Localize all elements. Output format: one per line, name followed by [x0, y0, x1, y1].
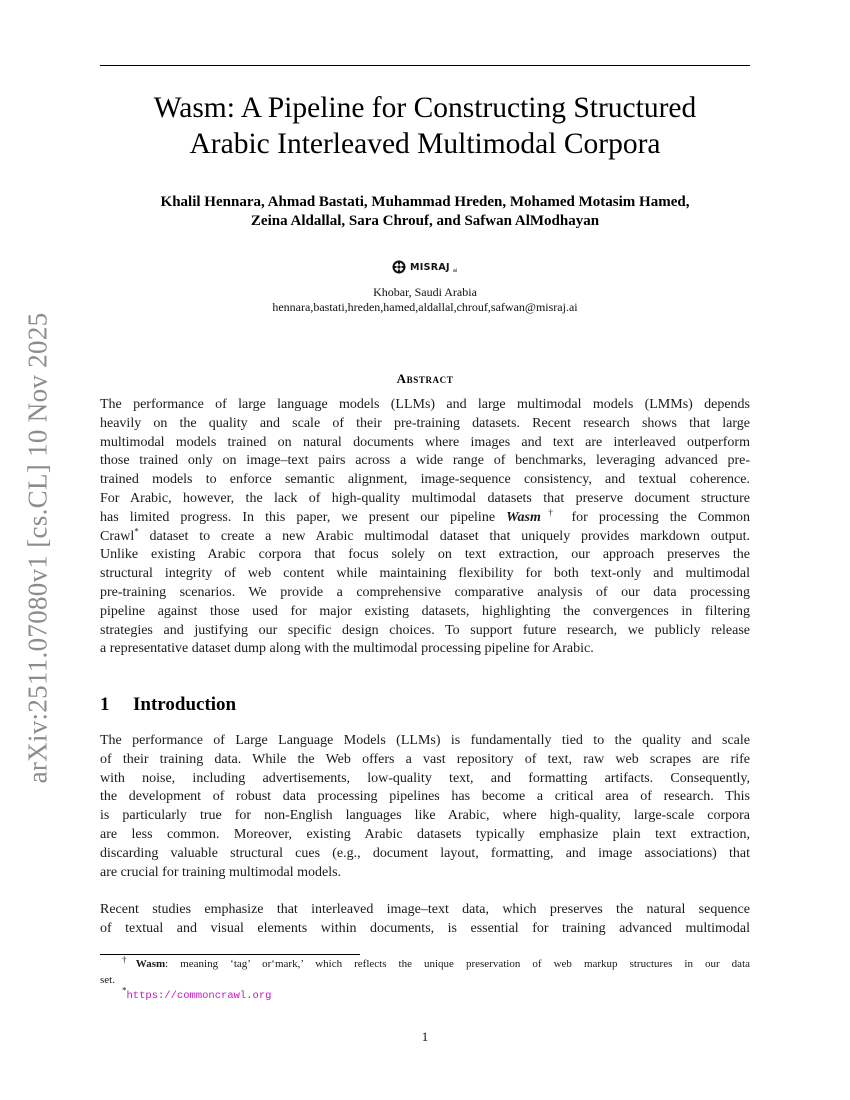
page-number: 1 — [421, 1029, 429, 1044]
commoncrawl-link[interactable]: https://commoncrawl.org — [126, 990, 272, 1002]
footnote-mark: † — [122, 954, 136, 965]
misraj-logo — [391, 258, 457, 276]
abstract-line — [100, 509, 750, 528]
abstract-text: has limited progress. In this paper, we present our pipeline — [100, 509, 507, 525]
logo-wordmark: MISRAJ — [410, 261, 450, 273]
abstract-text: dataset to create a new Arabic multimodal dataset that uniquely provides markdown output. — [138, 528, 750, 544]
intro-line: the development of robust data processing pipelines has become a critical area of research. This — [100, 789, 750, 805]
top-rule — [100, 65, 750, 66]
footnote-rule — [100, 954, 360, 955]
abstract-text: for processing the Common — [560, 509, 750, 525]
section-number: 1 — [100, 694, 110, 715]
wasm-name: Wasm — [506, 509, 541, 525]
intro-line: with noise, including advertisements, low-quality text, and formatting artifacts. Consequently, — [100, 770, 750, 786]
abstract-line: strategies and justifying our specific design choices. To support future research, we publicly release — [100, 622, 750, 638]
arxiv-identifier: arXiv:2511.07080v1 [cs.CL] 10 Nov 2025 — [22, 312, 53, 784]
footnote-text: : meaning ‘tag’ or‘mark,’ which reflects the unique preservation of web markup structures in our data — [165, 958, 751, 970]
author-emails[interactable]: hennara,bastati,hreden,hamed,aldallal,chrouf,safwan@misraj.ai — [272, 300, 578, 314]
footnote-wasm — [100, 954, 751, 988]
intro-line: are crucial for training multimodal models. — [100, 864, 342, 880]
section-title: Introduction — [133, 694, 237, 715]
abstract-line: heavily on the quality and scale of their pre-training datasets. Recent research shows that large — [100, 415, 750, 431]
abstract-line: a representative dataset dump along with the multimodal processing pipeline for Arabic. — [100, 641, 594, 657]
footnote-mark: * — [122, 985, 127, 996]
misraj-logo-icon — [391, 259, 407, 275]
footnote-line — [100, 954, 751, 973]
footnote-commoncrawl — [100, 985, 750, 1005]
abstract-line: multimodal models trained on natural documents where images and text are interleaved outperform — [100, 434, 750, 450]
abstract-line: structural integrity of web content while maintaining flexibility for both text-only and multimodal — [100, 566, 750, 582]
intro-line: Recent studies emphasize that interleaved image–text data, which preserves the natural sequence — [100, 902, 750, 917]
abstract-heading: Abstract — [396, 371, 454, 386]
abstract-line: those trained only on image–text pairs across a wide range of benchmarks, leveraging advanced pre- — [100, 453, 750, 469]
intro-line: is particularly true for non-English languages like Arabic, where high-quality, large-scale corpora — [100, 808, 750, 824]
abstract-line: pipeline against those used for major existing datasets, highlighting the convergences in filtering — [100, 603, 750, 619]
abstract-line: pre-training scenarios. We provide a comprehensive comparative analysis of our data processing — [100, 584, 750, 600]
author-line: Khalil Hennara, Ahmad Bastati, Muhammad Hreden, Mohamed Motasim Hamed, — [160, 194, 690, 210]
intro-paragraph-1 — [100, 732, 750, 882]
abstract-line: The performance of large language models (LLMs) and large multimodal models (LMMs) depends — [100, 397, 750, 412]
intro-line: of their training data. While the Web offers a vast repository of text, raw web scrapes are rife — [100, 751, 750, 767]
logo-suffix: ai — [452, 267, 458, 274]
abstract-body — [100, 396, 750, 659]
section-heading-introduction — [100, 694, 236, 716]
affiliation — [100, 285, 750, 315]
intro-line: are less common. Moreover, existing Arabic datasets typically emphasize plain text extraction, — [100, 826, 750, 842]
footnote-ref-dagger[interactable]: † — [540, 507, 561, 518]
intro-line: The performance of Large Language Models (LLMs) is fundamentally tied to the quality and scale — [100, 733, 750, 748]
footnotes — [100, 954, 751, 1005]
title-line: Arabic Interleaved Multimodal Corpora — [189, 128, 661, 160]
footnote-ref-star[interactable]: * — [134, 525, 139, 536]
abstract-line: trained models to enforce semantic alignment, image-sequence consistency, and textual coherence. — [100, 472, 750, 488]
abstract-line: For Arabic, however, the lack of high-quality multimodal datasets that preserve document structure — [100, 490, 750, 506]
footnote-line: set. — [100, 973, 115, 986]
abstract-text: Crawl — [100, 528, 135, 544]
intro-paragraph-2 — [100, 901, 750, 939]
author-list — [100, 193, 750, 231]
paper-title — [100, 90, 750, 162]
abstract-line: Unlike existing Arabic corpora that focus solely on text extraction, our approach preserves the — [100, 547, 750, 563]
footnote-term: Wasm — [135, 958, 166, 970]
title-line: Wasm: A Pipeline for Constructing Structured — [153, 92, 697, 124]
affiliation-location: Khobar, Saudi Arabia — [373, 285, 477, 299]
author-line: Zeina Aldallal, Sara Chrouf, and Safwan AlModhayan — [250, 213, 600, 229]
intro-line: discarding valuable structural cues (e.g., document layout, formatting, and image associations) that — [100, 845, 750, 861]
abstract-line — [100, 525, 750, 547]
intro-line: of textual and visual elements within documents, is essential for training advanced multimodal — [100, 920, 750, 936]
